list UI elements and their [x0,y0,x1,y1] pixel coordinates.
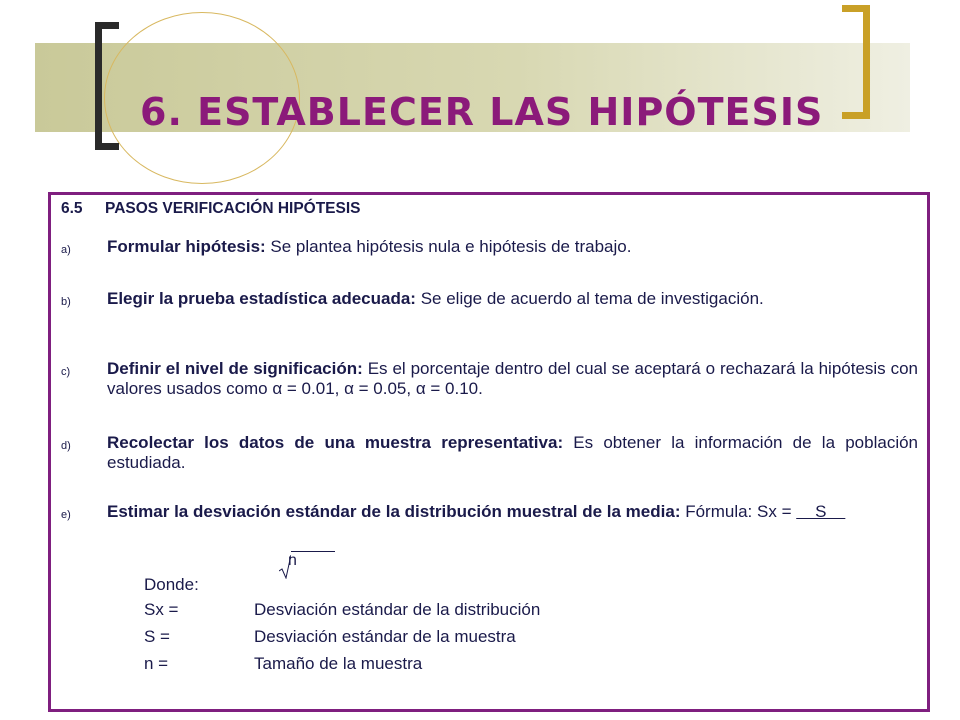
list-item [61,433,918,473]
item-text: Fórmula: Sx = [680,502,797,521]
list-item [61,237,918,257]
definition-row [144,600,540,620]
donde-label: Donde: [144,575,199,594]
item-heading: Definir el nivel de significación: [107,359,363,378]
definition-row [144,627,516,647]
item-heading: Estimar la desviación estándar de la distribución muestral de la media: [107,502,681,521]
definition-symbol: Sx = [144,600,179,619]
list-item [61,289,918,309]
definition-meaning: Desviación estándar de la muestra [254,627,516,646]
section-number: 6.5 [61,200,83,217]
definition-symbol: S = [144,627,170,646]
definition-symbol: n = [144,654,169,673]
item-heading: Formular hipótesis: [107,237,266,256]
definition-meaning: Desviación estándar de la distribución [254,600,541,619]
list-item [61,502,918,522]
item-text: Se plantea hipótesis nula e hipótesis de trabajo. [265,237,632,256]
content-box [48,192,930,712]
right-bracket-decoration [842,5,870,119]
item-letter: c) [61,366,71,378]
item-text: Es el porcentaje dentro del cual se aceptará o rechazará la hipótesis con valores usados como α = 0.01, α = 0.05, α = 0.10. [107,359,918,398]
sqrt-bar [291,551,335,552]
item-text: Es obtener la información de la población estudiada. [107,433,918,472]
item-letter: b) [61,296,71,308]
item-letter: d) [61,440,71,452]
left-bracket-decoration [95,22,119,150]
formula-numerator: S [796,502,846,521]
section-heading [61,200,361,218]
section-title: PASOS VERIFICACIÓN HIPÓTESIS [105,200,361,217]
item-letter: a) [61,244,71,256]
item-letter: e) [61,509,71,521]
item-text: Se elige de acuerdo al tema de investigación. [415,289,764,308]
item-heading: Elegir la prueba estadística adecuada: [107,289,416,308]
formula-denominator: n [288,552,297,569]
definition-row [144,654,422,674]
slide-title: 6. ESTABLECER LAS HIPÓTESIS [140,90,824,134]
item-heading: Recolectar los datos de una muestra representativa: [107,433,564,452]
definition-meaning: Tamaño de la muestra [254,654,423,673]
list-item [61,359,918,399]
